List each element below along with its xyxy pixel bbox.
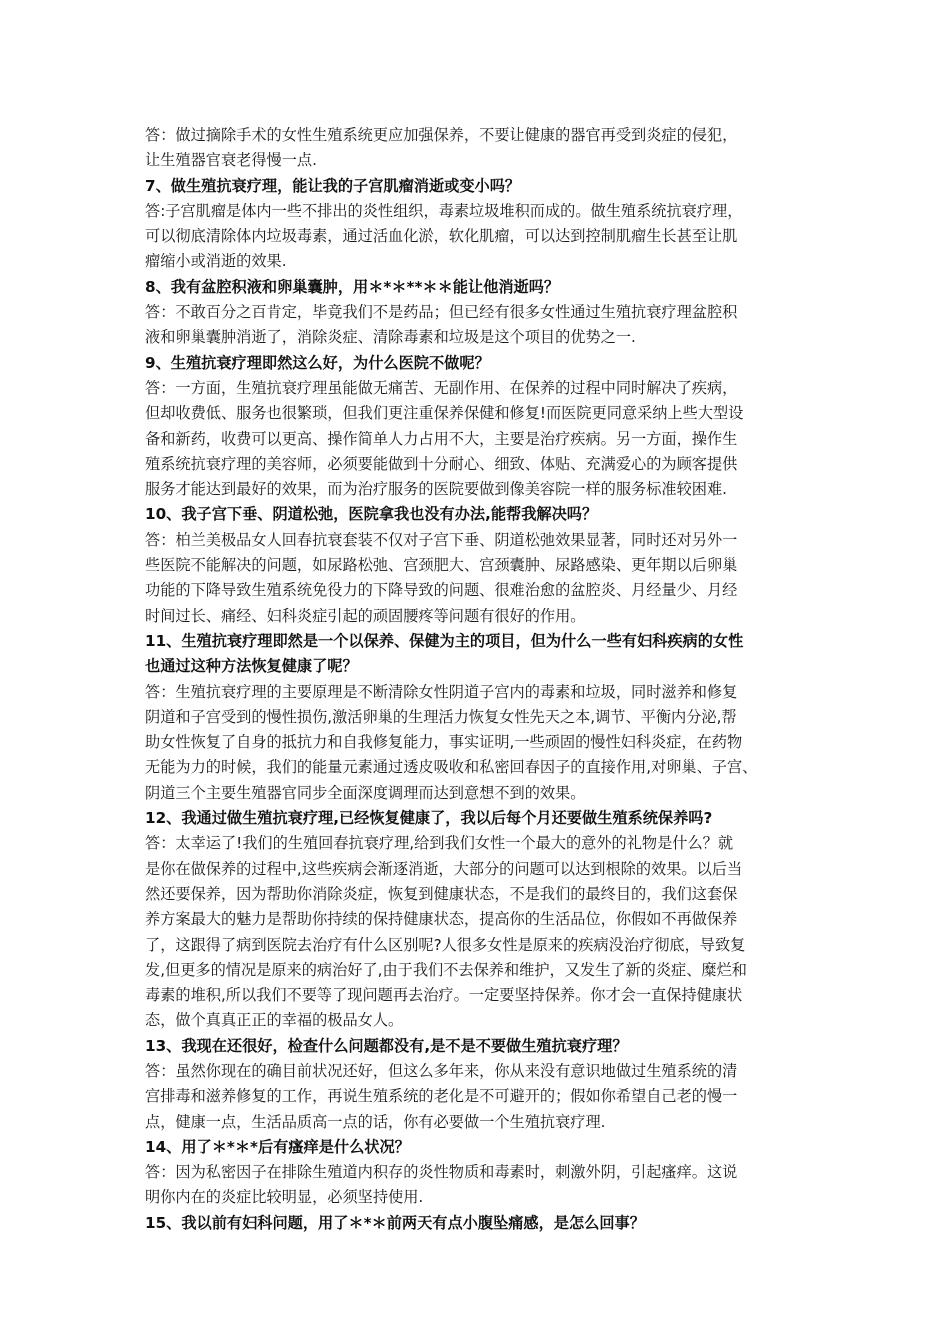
answer-text-line: 液和卵巢囊肿消逝了，消除炎症、清除毒素和垃圾是这个项目的优势之一. (145, 328, 636, 347)
answer-text-line: 些医院不能解决的问题，如尿路松弛、宫颈肥大、宫颈囊肿、尿路感染、更年期以后卵巢 (145, 556, 738, 575)
answer-text-line: 答：做过摘除手术的女性生殖系统更应加强保养，不要让健康的器官再受到炎症的侵犯， (145, 126, 738, 144)
answer-text-line: 殖系统抗衰疗理的美容师，必须要能做到十分耐心、细致、体贴、充满爱心的为顾客提供 (145, 454, 738, 473)
answer-text-line: 无能为力的时候，我们的能量元素通过透皮吸收和私密回春因子的直接作用,对卵巢、子宫、 (145, 758, 758, 777)
answer-text-line: 答：不敢百分之百肯定，毕竟我们不是药品；但已经有很多女性通过生殖抗衰疗理盆腔积 (145, 303, 738, 322)
question-heading-line: 也通过这种方法恢复健康了呢？ (145, 657, 358, 676)
answer-text-line: 发,但更多的情况是原来的病治好了,由于我们不去保养和维护，又发生了新的炎症、糜烂和 (145, 960, 747, 979)
answer-text-line: 然还要保养，因为帮助你消除炎症，恢复到健康状态，不是我们的最终目的，我们这套保 (145, 884, 738, 903)
question-heading-line: 10、我子宫下垂、阴道松弛，医院拿我也没有办法,能帮我解决吗？ (145, 505, 598, 524)
answer-text-line: 答：生殖抗衰疗理的主要原理是不断清除女性阴道子宫内的毒素和垃圾，同时滋养和修复 (145, 682, 738, 701)
answer-text-line: 时间过长、痛经、妇科炎症引起的顽固腰疼等问题有很好的作用。 (145, 606, 586, 625)
question-heading-line: 11、生殖抗衰疗理即然是一个以保养、保健为主的项目，但为什么一些有妇科疾病的女性 (145, 631, 744, 650)
answer-text-line: 答：柏兰美极品女人回春抗衰套装不仅对子宫下垂、阴道松弛效果显著，同时还对另外一 (145, 530, 738, 549)
answer-text-line: 服务才能达到最好的效果，而为治疗服务的医院要做到像美容院一样的服务标准较困难. (145, 480, 727, 499)
answer-text-line: 宫排毒和滋养修复的工作，再说生殖系统的老化是不可避开的；假如你希望自己老的慢一 (145, 1087, 738, 1106)
question-heading-line: 13、我现在还很好，检查什么问题都没有,是不是不要做生殖抗衰疗理？ (145, 1036, 628, 1055)
answer-text-line: 让生殖器官衰老得慢一点. (145, 151, 317, 170)
answer-text-line: 答：因为私密因子在排除生殖道内积存的炎性物质和毒素时，刺激外阴，引起瘙痒。这说 (145, 1163, 738, 1182)
question-heading-line: 9、生殖抗衰疗理即然这么好，为什么医院不做呢？ (145, 353, 490, 372)
answer-text-line: 毒素的堆积,所以我们不要等了现问题再去治疗。一定要坚持保养。你才会一直保持健康状 (145, 986, 743, 1005)
answer-text-line: 点，健康一点，生活品质高一点的话，你有必要做一个生殖抗衰疗理. (145, 1112, 606, 1131)
answer-text-line: 答：虽然你现在的确目前状况还好，但这么多年来，你从来没有意识地做过生殖系统的清 (145, 1061, 738, 1080)
answer-text-line: 是你在做保养的过程中,这些疾病会渐逐消逝，大部分的问题可以达到根除的效果。以后当 (145, 859, 743, 878)
question-heading-line: 8、我有盆腔积液和卵巢囊肿，用＊*＊**＊＊能让他消逝吗？ (145, 277, 560, 296)
question-heading-line: 7、做生殖抗衰疗理，能让我的子宫肌瘤消逝或变小吗？ (145, 176, 521, 195)
answer-text-line: 明你内在的炎症比较明显，必须坚持使用. (145, 1188, 424, 1207)
answer-text-line: 答：太幸运了!我们的生殖回春抗衰疗理,给到我们女性一个最大的意外的礼物是什么？就 (145, 834, 734, 853)
answer-text-line: 可以彻底清除体内垃圾毒素，通过活血化淤，软化肌瘤，可以达到控制肌瘤生长甚至让肌 (145, 227, 738, 246)
answer-text-line: 功能的下降导致生殖系统免役力的下降导致的问题、很难治愈的盆腔炎、月经量少、月经 (145, 581, 738, 600)
question-heading-line: 15、我以前有妇科问题，用了＊*＊前两天有点小腹坠痛感，是怎么回事？ (145, 1213, 645, 1232)
answer-text-line: 阴道和子宫受到的慢性损伤,激活卵巢的生理活力恢复女性先天之本,调节、平衡内分泌,帮 (145, 707, 737, 726)
answer-text-line: 态，做个真真正正的幸福的极品女人。 (145, 1011, 404, 1030)
answer-text-line: 但却收费低、服务也很繁琐，但我们更注重保养保健和修复!而医院更同意采纳上些大型设 (145, 404, 744, 423)
answer-text-line: 答：一方面，生殖抗衰疗理虽能做无痛苦、无副作用、在保养的过程中同时解决了疾病， (145, 378, 738, 397)
answer-text-line: 了，这跟得了病到医院去治疗有什么区别呢?人很多女性是原来的疾病没治疗彻底，导致复 (145, 935, 746, 954)
answer-text-line: 养方案最大的魅力是帮助你持续的保持健康状态，提高你的生活品位，你假如不再做保养 (145, 910, 738, 929)
answer-text-line: 阴道三个主要生殖器官同步全面深度调理而达到意想不到的效果。 (145, 783, 586, 802)
answer-text-line: 备和新药，收费可以更高、操作简单人力占用不大，主要是治疗疾病。另一方面，操作生 (145, 429, 738, 448)
question-heading-line: 12、我通过做生殖抗衰疗理,已经恢复健康了，我以后每个月还要做生殖系统保养吗? (145, 809, 713, 828)
answer-text-line: 答:子宫肌瘤是体内一些不排出的炎性组织，毒素垃圾堆积而成的。做生殖系统抗衰疗理， (145, 201, 743, 220)
answer-text-line: 瘤缩小或消逝的效果. (145, 252, 287, 271)
answer-text-line: 助女性恢复了自身的抵抗力和自我修复能力，事实证明,一些顽固的慢性妇科炎症，在药物 (145, 733, 743, 752)
document-body (145, 123, 825, 1236)
question-heading-line: 14、用了＊*＊*后有瘙痒是什么状况？ (145, 1137, 410, 1156)
